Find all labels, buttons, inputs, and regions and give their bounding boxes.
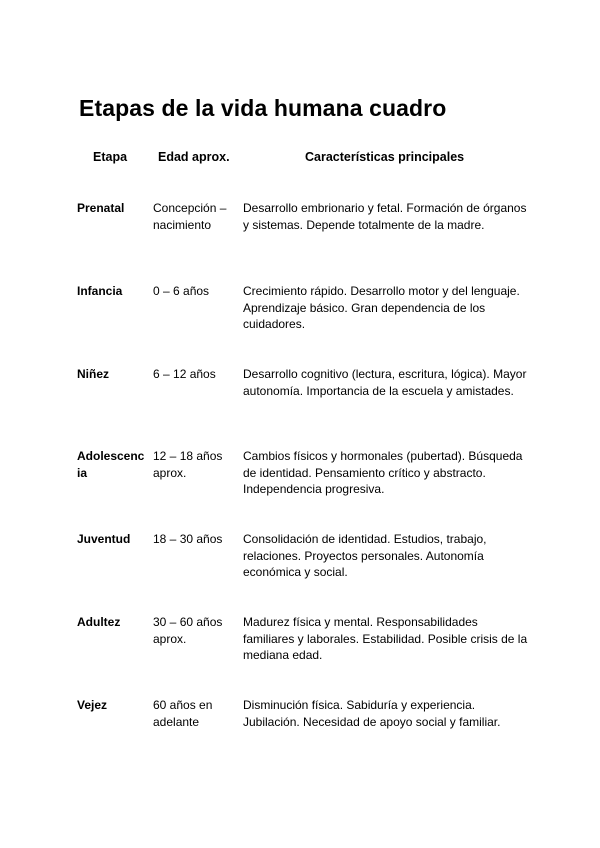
age-cell: Concepción – nacimiento	[153, 201, 227, 232]
header-age: Edad aprox.	[158, 150, 230, 164]
characteristics-cell: Madurez física y mental. Responsabilidades familiares y laborales. Estabilidad. Posible crisis de la mediana edad.	[243, 615, 528, 662]
header-stage: Etapa	[93, 150, 128, 164]
age-cell: 30 – 60 años aprox.	[153, 615, 223, 646]
stage-cell: Adultez	[77, 615, 121, 629]
age-cell: 0 – 6 años	[153, 284, 210, 298]
stage-cell: Niñez	[77, 367, 110, 381]
age-cell: 60 años en adelante	[153, 698, 213, 729]
characteristics-cell: Disminución física. Sabiduría y experiencia. Jubilación. Necesidad de apoyo social y familiar.	[243, 698, 501, 729]
stage-cell: Juventud	[77, 532, 131, 546]
stage-cell: Infancia	[77, 284, 123, 298]
characteristics-cell: Crecimiento rápido. Desarrollo motor y del lenguaje. Aprendizaje básico. Gran dependencia de los cuidadores.	[243, 284, 520, 331]
age-cell: 12 – 18 años aprox.	[153, 449, 223, 480]
page-title: Etapas de la vida humana cuadro	[79, 95, 447, 121]
characteristics-cell: Cambios físicos y hormonales (pubertad). Búsqueda de identidad. Pensamiento crítico y abstracto. Independencia progresiva.	[243, 449, 523, 496]
header-characteristics: Características principales	[305, 150, 465, 164]
characteristics-cell: Desarrollo cognitivo (lectura, escritura, lógica). Mayor autonomía. Importancia de la escuela y amistades.	[243, 367, 527, 398]
stage-cell: Prenatal	[77, 201, 125, 215]
age-cell: 18 – 30 años	[153, 532, 223, 546]
age-cell: 6 – 12 años	[153, 367, 216, 381]
stage-cell: Adolescencia	[77, 449, 145, 480]
stage-cell: Vejez	[77, 698, 108, 712]
characteristics-cell: Desarrollo embrionario y fetal. Formación de órganos y sistemas. Depende totalmente de la madre.	[243, 201, 527, 232]
characteristics-cell: Consolidación de identidad. Estudios, trabajo, relaciones. Proyectos personales. Autonomía económica y social.	[243, 532, 487, 579]
